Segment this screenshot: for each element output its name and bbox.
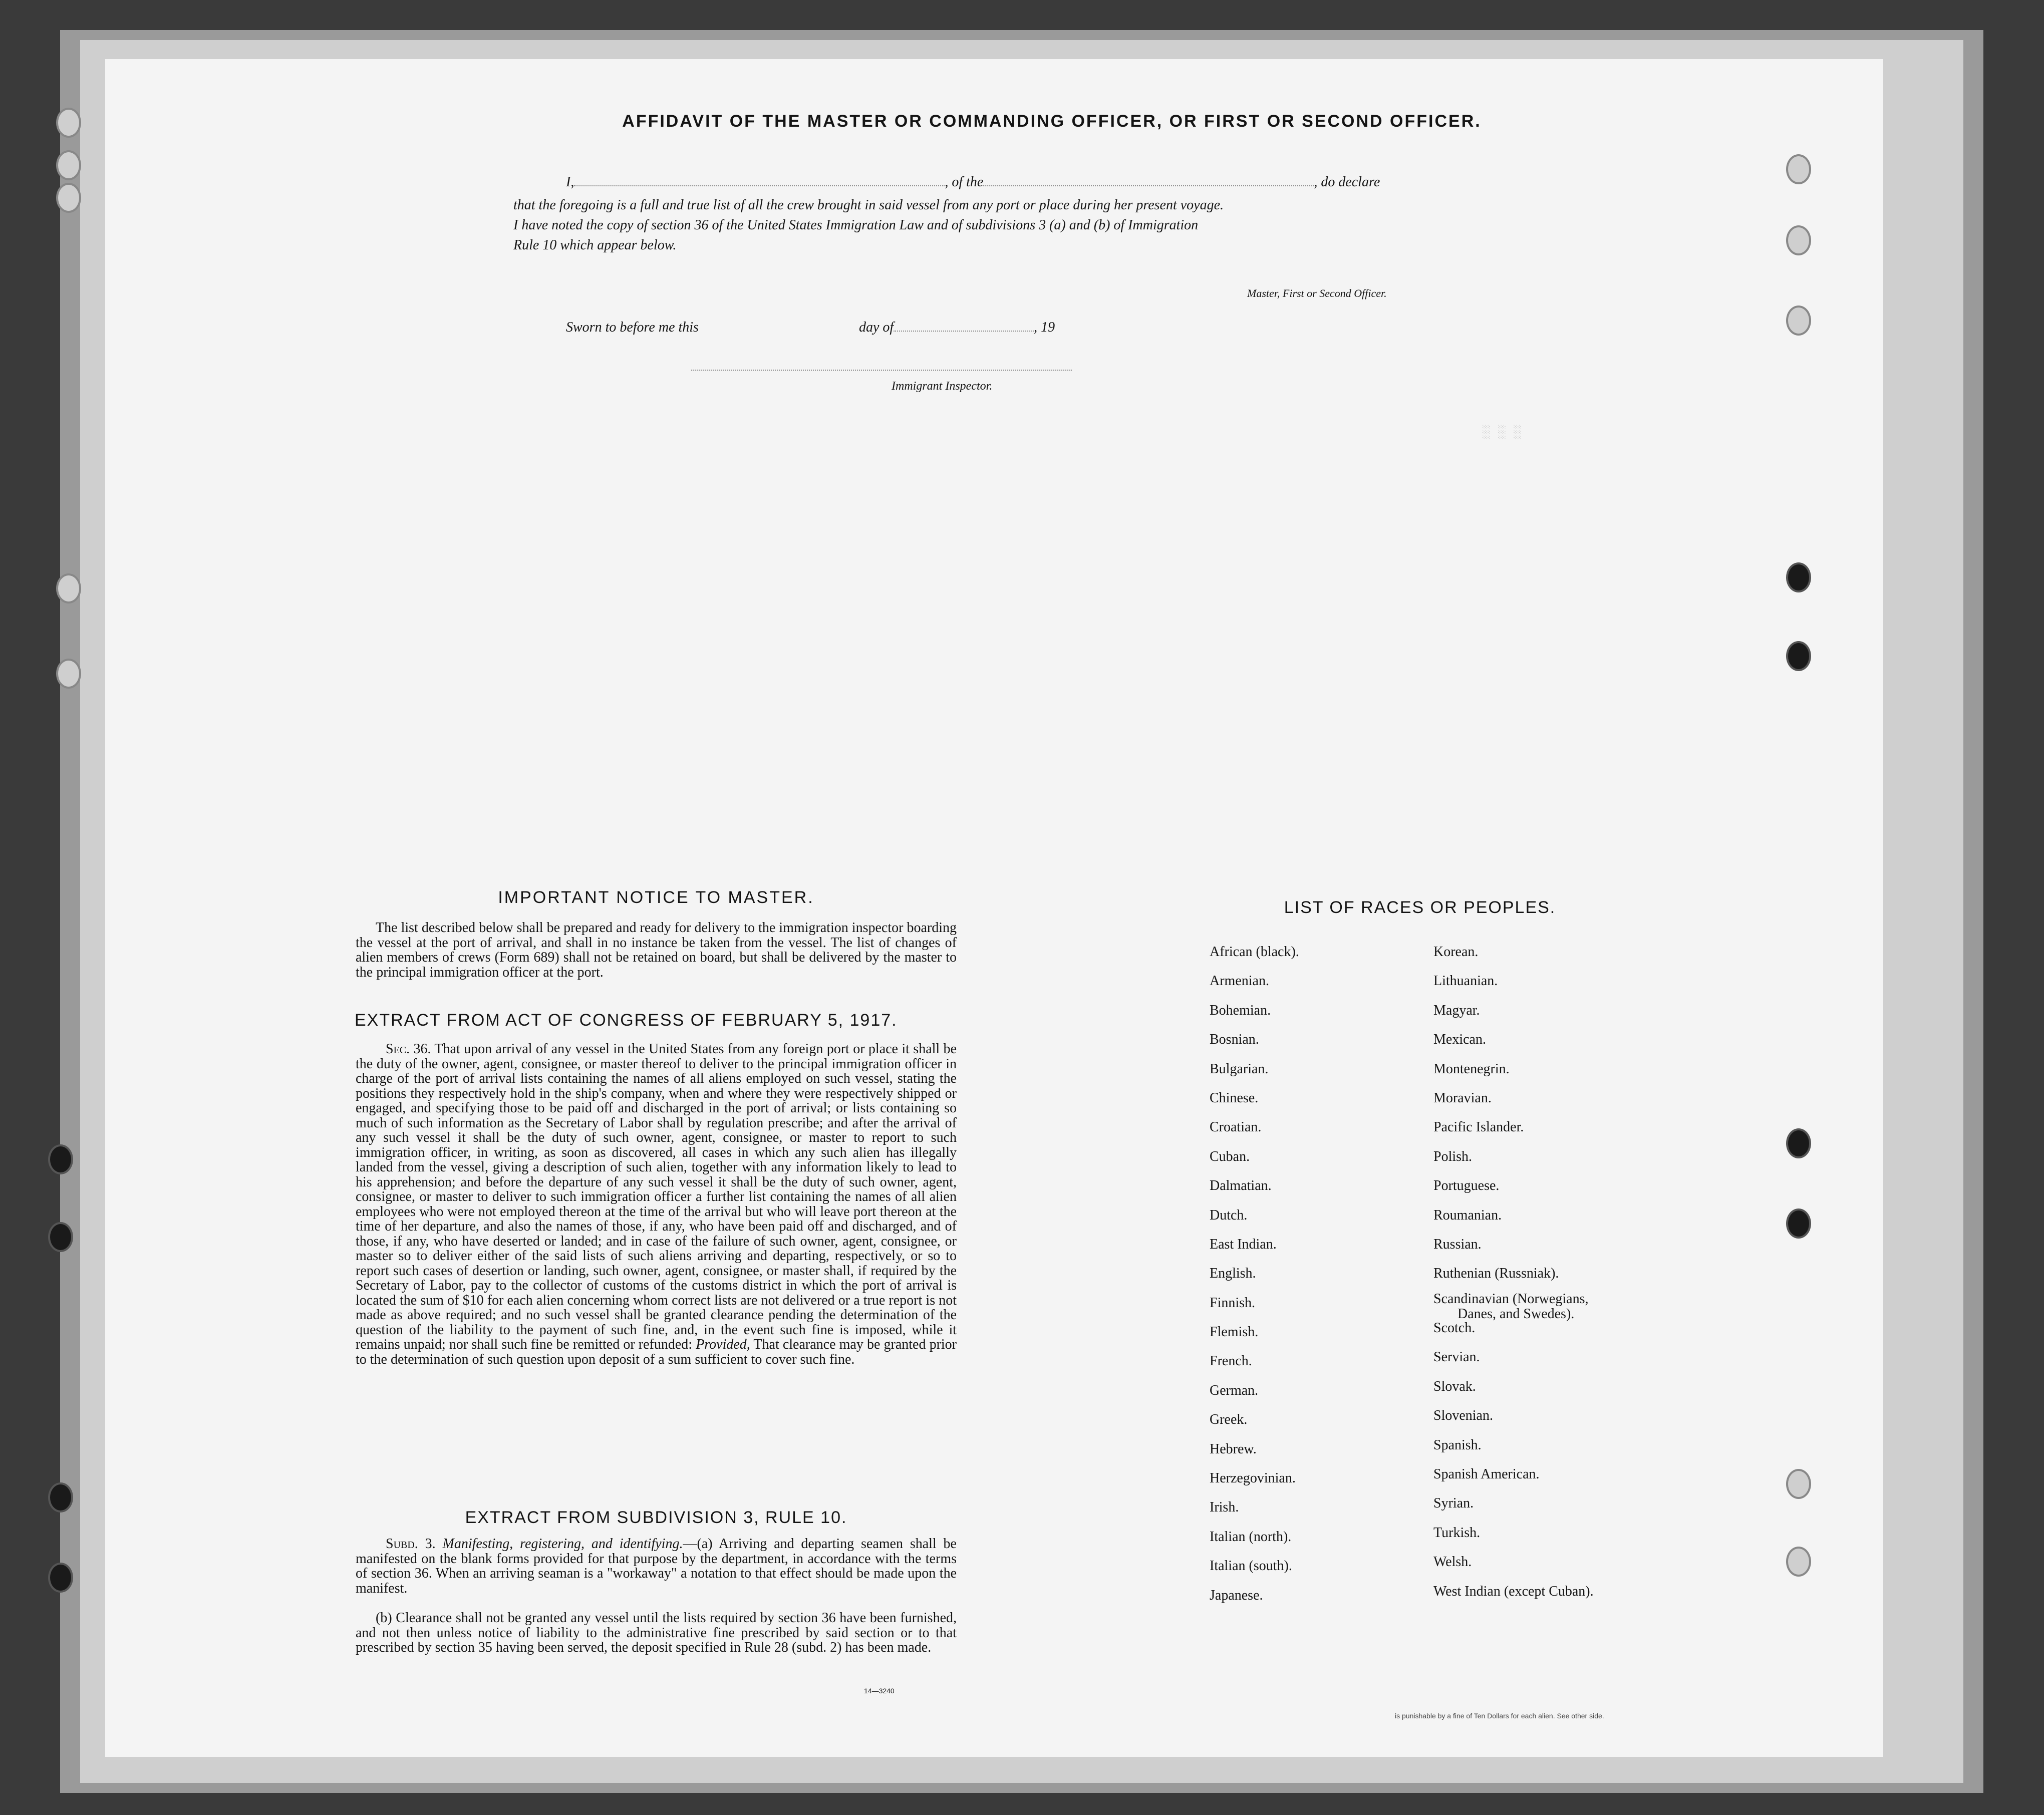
race-item: Dalmatian. [1210, 1178, 1272, 1194]
binder-hole [48, 1563, 73, 1593]
race-item: Portuguese. [1433, 1178, 1500, 1194]
inspector-signature-line [691, 370, 1072, 371]
race-item: Greek. [1210, 1412, 1248, 1428]
race-item: Armenian. [1210, 973, 1269, 989]
subd-label: Subd. 3. [386, 1536, 436, 1552]
race-item: Slovak. [1433, 1378, 1476, 1394]
race-item: Italian (north). [1210, 1529, 1292, 1545]
footer-note: is punishable by a fine of Ten Dollars for each alien. See other side. [1395, 1712, 1604, 1720]
affidavit-line-4: Rule 10 which appear below. [513, 237, 677, 253]
master-signature-label: Master, First or Second Officer. [1247, 287, 1387, 299]
vessel-blank [983, 185, 1314, 186]
race-item: Montenegrin. [1433, 1061, 1510, 1077]
binder-hole [56, 183, 81, 213]
race-item: Russian. [1433, 1236, 1482, 1252]
sworn-text: Sworn to before me this [566, 320, 699, 335]
sec-text-end: That clearance may be granted prior to the determination of such question upon deposit of a sum sufficient to cover such fine. [356, 1337, 957, 1367]
race-item: Cuban. [1210, 1148, 1250, 1164]
binder-hole [1786, 1208, 1811, 1239]
race-item: English. [1210, 1266, 1256, 1282]
race-item: French. [1210, 1353, 1252, 1369]
binder-hole [48, 1144, 73, 1174]
race-item: Dutch. [1210, 1207, 1248, 1223]
race-item: Polish. [1433, 1148, 1473, 1164]
provided-label: Provided, [696, 1337, 750, 1352]
race-item: Irish. [1210, 1499, 1239, 1516]
month-blank [894, 331, 1034, 332]
extract-act-body [356, 1042, 957, 1367]
subd-heading: Manifesting, registering, and identifying. [442, 1536, 683, 1552]
binder-hole [1786, 154, 1811, 184]
race-item: African (black). [1210, 944, 1299, 960]
race-item: Spanish American. [1433, 1466, 1540, 1482]
races-right-column [1433, 945, 1664, 1613]
race-item: Spanish. [1433, 1437, 1482, 1453]
name-blank [574, 185, 945, 186]
extract-rule-body-b: (b) Clearance shall not be granted any vessel until the lists required by section 36 have been furnished, and not then unless notice of liability to the administrative fine prescribed by said section or to that prescribed by section 35 having been served, the deposit specified in Rule 28 (subd. 2) has been made. [356, 1610, 957, 1655]
affidavit-declaration-line [566, 174, 1583, 190]
binder-hole [56, 573, 81, 603]
race-item-continuation: Danes, and Swedes). [1457, 1306, 1575, 1322]
race-item: Moravian. [1433, 1090, 1492, 1106]
race-item: Japanese. [1210, 1587, 1263, 1603]
year-text: , 19 [1034, 320, 1055, 335]
notice-title: IMPORTANT NOTICE TO MASTER. [498, 888, 814, 907]
binder-hole [1786, 225, 1811, 255]
race-item: Bulgarian. [1210, 1061, 1269, 1077]
inspector-label: Immigrant Inspector. [892, 380, 993, 393]
race-item: Flemish. [1210, 1324, 1259, 1340]
race-item: Bosnian. [1210, 1032, 1259, 1048]
affidavit-of-the: , of the [945, 174, 984, 190]
binder-hole [1786, 641, 1811, 671]
race-item: Hebrew. [1210, 1441, 1257, 1457]
binder-hole [1786, 1128, 1811, 1158]
subd-text-a: —(a) Arriving and departing seamen shall be manifested on the blank forms provided for that purpose by the department, in accordance with the terms of section 36. When an arriving seaman is a "workaway" a notation to that effect should be made upon the manifest. [356, 1536, 957, 1596]
binder-hole [1786, 562, 1811, 592]
binder-hole [56, 150, 81, 180]
race-item: Roumanian. [1433, 1207, 1502, 1223]
race-item: Herzegovinian. [1210, 1470, 1296, 1486]
affidavit-body [513, 195, 1585, 255]
extract-rule-title: EXTRACT FROM SUBDIVISION 3, RULE 10. [465, 1508, 847, 1527]
race-item: Croatian. [1210, 1119, 1262, 1135]
race-item: West Indian (except Cuban). [1433, 1583, 1594, 1599]
race-item: Finnish. [1210, 1295, 1256, 1311]
affidavit-line-2: that the foregoing is a full and true list of all the crew brought in said vessel from any port or place during her present voyage. [513, 197, 1224, 213]
race-item-wrapper [1433, 1292, 1664, 1321]
binder-hole [48, 1482, 73, 1512]
race-item: Italian (south). [1210, 1558, 1292, 1574]
race-item: Lithuanian. [1433, 973, 1498, 989]
race-item: Ruthenian (Russniak). [1433, 1266, 1559, 1282]
race-item: Syrian. [1433, 1495, 1474, 1511]
race-item: East Indian. [1210, 1236, 1277, 1252]
sec-text: That upon arrival of any vessel in the United States from any foreign port or place it shall be the duty of the owner, agent, consignee, or master thereof to deliver to the principal immigration officer in charge of the port of arrival lists containing the names of all aliens employed on such vessel, stating the positions they respectively hold in the ship's company, when and where they were respectively shipped or engaged, and specifying those to be paid off and discharged in the port of arrival; or lists containing so much of such information as the Secretary of Labor shall by regulation prescribe; and after the arrival of any such vessel it shall be the duty of such owner, agent, consignee, or master to report to such immigration officer, in writing, as soon as discovered, all cases in which any such alien has illegally landed from the vessel, giving a description of such alien, together with any information likely to lead to his apprehension; and before the departure of any such vessel it shall be the duty of such owner, agent, consignee, or master to deliver to such immigration officer a further list containing the names of all alien employees who were not employed thereon at the time of the arrival but who will leave port thereon at the time of her departure, and also the names of those, if any, who have been paid off and discharged, and of those, if any, who have deserted or landed; and in case of the failure of such owner, agent, consignee, or master so to deliver either of the said lists of such aliens arriving and departing, respectively, or so to report such cases of desertion or landing, such owner, agent, consignee, or master shall, if required by the Secretary of Labor, pay to the collector of customs of the customs district in which the port of arrival is located the sum of $10 for each alien concerning whom correct lists are not delivered or a true report is not made as above required; and no such vessel shall be granted clearance pending the determination of the question of the liability to the payment of such fine, and, in the event such fine is imposed, while it remains unpaid; nor shall such fine be remitted or refunded: [356, 1041, 957, 1352]
affidavit-title: AFFIDAVIT OF THE MASTER OR COMMANDING OFFICER, OR FIRST OR SECOND OFFICER. [622, 112, 1482, 131]
races-title: LIST OF RACES OR PEOPLES. [1284, 898, 1556, 917]
affidavit-i: I, [566, 174, 574, 190]
race-item: German. [1210, 1382, 1259, 1398]
sec-label: Sec. 36. [386, 1041, 431, 1057]
sworn-line [566, 320, 1267, 336]
extract-act-title: EXTRACT FROM ACT OF CONGRESS OF FEBRUARY 5, 1917. [355, 1011, 898, 1030]
affidavit-line-3: I have noted the copy of section 36 of the United States Immigration Law and of subdivisions 3 (a) and (b) of Immigration [513, 217, 1199, 233]
race-item: Slovenian. [1433, 1408, 1493, 1424]
day-of-text: day of [858, 320, 894, 335]
bleed-through-text: ░ ░ ░ [1483, 425, 1522, 440]
race-item: Turkish. [1433, 1525, 1481, 1541]
binder-hole [56, 659, 81, 689]
document-page [105, 59, 1883, 1757]
race-item: Korean. [1433, 944, 1479, 960]
binder-hole [56, 108, 81, 138]
race-item: Chinese. [1210, 1090, 1259, 1106]
race-item: Scotch. [1433, 1320, 1476, 1336]
race-item: Bohemian. [1210, 1002, 1271, 1018]
binder-hole [48, 1222, 73, 1252]
binder-hole [1786, 306, 1811, 336]
form-number: 14—3240 [864, 1687, 895, 1695]
affidavit-declare: , do declare [1314, 174, 1380, 190]
race-item: Magyar. [1433, 1002, 1480, 1018]
binder-hole [1786, 1469, 1811, 1499]
extract-rule-body-a [356, 1537, 957, 1596]
notice-text: The list described below shall be prepared and ready for delivery to the immigration inspector boarding the vessel at the port of arrival, and shall in no instance be taken from the vessel. The list of changes of alien members of crews (Form 689) shall not be retained on board, but shall be delivered by the master to the principal immigration officer at the port. [356, 920, 957, 980]
binder-hole [1786, 1547, 1811, 1577]
race-item: Pacific Islander. [1433, 1119, 1524, 1135]
race-item: Servian. [1433, 1349, 1480, 1365]
races-left-column [1210, 945, 1420, 1617]
race-item: Welsh. [1433, 1554, 1472, 1570]
race-item: Mexican. [1433, 1032, 1486, 1048]
race-item: Scandinavian (Norwegians, [1433, 1291, 1589, 1307]
